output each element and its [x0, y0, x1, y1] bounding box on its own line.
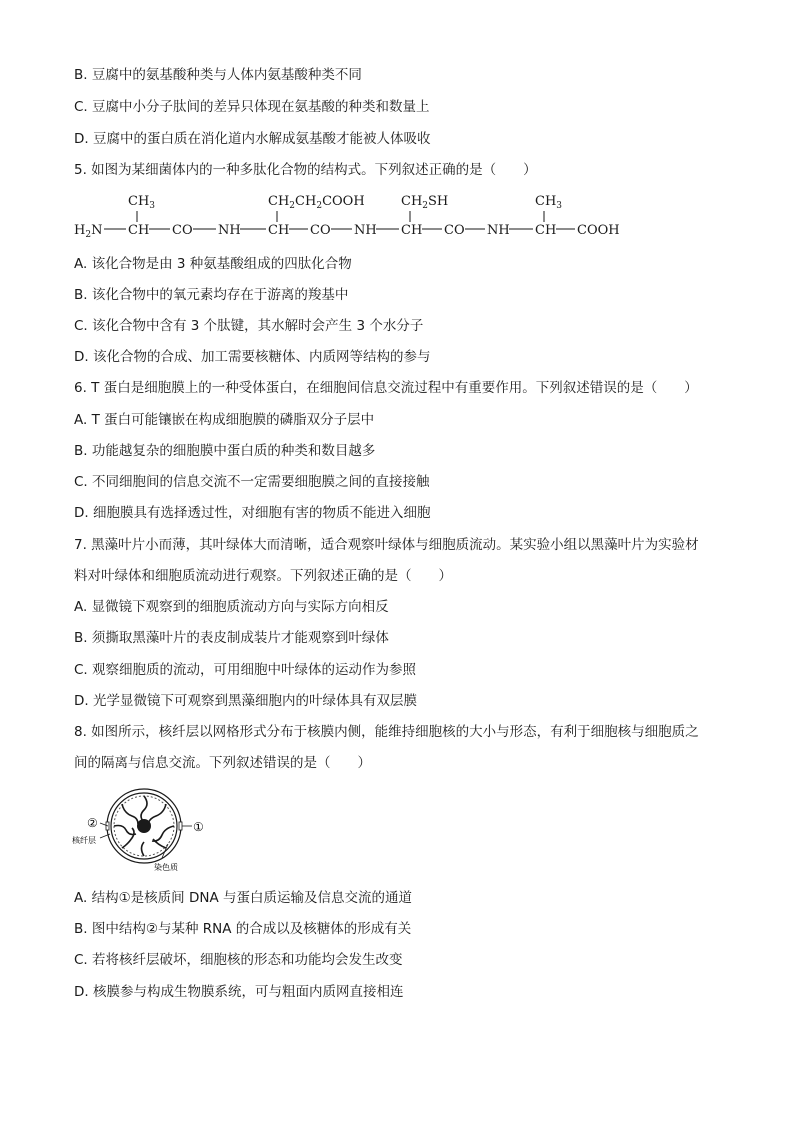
- question-5-option-a: A. 该化合物是由 3 种氨基酸组成的四肽化合物: [74, 256, 352, 272]
- question-6-option-a: A. T 蛋白可能镶嵌在构成细胞膜的磷脂双分子层中: [74, 412, 375, 428]
- question-4-option-b: B. 豆腐中的氨基酸种类与人体内氨基酸种类不同: [74, 67, 362, 83]
- side-group-2: $CH_2CH_2COOH$: [268, 194, 365, 211]
- question-7-stem-line-2: 料对叶绿体和细胞质流动进行观察。下列叙述正确的是（ ）: [74, 568, 452, 584]
- svg-text:CO: CO: [310, 223, 331, 238]
- nucleus-diagram: [70, 786, 210, 876]
- svg-text:CH: CH: [128, 223, 150, 238]
- nucleolus-shape: [137, 819, 151, 833]
- question-4-option-c: C. 豆腐中小分子肽间的差异只体现在氨基酸的种类和数量上: [74, 99, 430, 115]
- svg-text:CH: CH: [401, 223, 423, 238]
- question-7-option-c: C. 观察细胞质的流动，可用细胞中叶绿体的运动作为参照: [74, 662, 417, 678]
- label-structure-2: ②: [87, 816, 98, 830]
- question-8-option-d: D. 核膜参与构成生物膜系统，可与粗面内质网直接相连: [74, 984, 404, 1000]
- question-6-option-b: B. 功能越复杂的细胞膜中蛋白质的种类和数目越多: [74, 443, 376, 459]
- svg-text:COOH: COOH: [577, 223, 620, 238]
- question-8-option-b: B. 图中结构②与某种 RNA 的合成以及核糖体的形成有关: [74, 921, 412, 937]
- question-6-stem: 6. T 蛋白是细胞膜上的一种受体蛋白，在细胞间信息交流过程中有重要作用。下列叙述错误的是（ ）: [74, 380, 698, 396]
- question-8-option-a: A. 结构①是核质间 DNA 与蛋白质运输及信息交流的通道: [74, 890, 412, 906]
- question-6-option-d: D. 细胞膜具有选择透过性，对细胞有害的物质不能进入细胞: [74, 505, 431, 521]
- question-7-option-b: B. 须撕取黑藻叶片的表皮制成装片才能观察到叶绿体: [74, 630, 389, 646]
- question-5-stem: 5. 如图为某细菌体内的一种多肽化合物的结构式。下列叙述正确的是（ ）: [74, 162, 537, 178]
- question-7-option-a: A. 显微镜下观察到的细胞质流动方向与实际方向相反: [74, 599, 389, 615]
- svg-text:CH: CH: [268, 223, 290, 238]
- question-5-option-b: B. 该化合物中的氧元素均存在于游离的羧基中: [74, 287, 349, 303]
- side-group-4: $CH_3$: [535, 194, 563, 211]
- label-structure-1: ①: [193, 820, 204, 834]
- question-5-option-d: D. 该化合物的合成、加工需要核糖体、内质网等结构的参与: [74, 349, 431, 365]
- label-nuclear-lamina: 核纤层: [72, 836, 96, 845]
- question-7-option-d: D. 光学显微镜下可观察到黑藻细胞内的叶绿体具有双层膜: [74, 693, 417, 709]
- question-6-option-c: C. 不同细胞间的信息交流不一定需要细胞膜之间的直接接触: [74, 474, 430, 490]
- svg-text:NH: NH: [218, 223, 241, 238]
- svg-text:H2N: $H_2N$: [74, 223, 103, 238]
- side-group-1: $CH_3$: [128, 194, 156, 211]
- polypeptide-structural-formula: [74, 192, 634, 238]
- svg-text:CH: CH: [535, 223, 557, 238]
- side-group-3: $CH_2SH$: [401, 194, 449, 211]
- question-8-stem-line-2: 间的隔离与信息交流。下列叙述错误的是（ ）: [74, 755, 371, 771]
- question-5-option-c: C. 该化合物中含有 3 个肽键，其水解时会产生 3 个水分子: [74, 318, 424, 334]
- svg-text:CO: CO: [444, 223, 465, 238]
- svg-text:NH: NH: [354, 223, 377, 238]
- svg-text:CO: CO: [172, 223, 193, 238]
- question-8-stem-line-1: 8. 如图所示，核纤层以网格形式分布于核膜内侧，能维持细胞核的大小与形态，有利于细胞核与细胞质之: [74, 724, 699, 740]
- question-7-stem-line-1: 7. 黑藻叶片小而薄，其叶绿体大而清晰，适合观察叶绿体与细胞质流动。某实验小组以黑藻叶片为实验材: [74, 537, 699, 553]
- question-8-option-c: C. 若将核纤层破坏，细胞核的形态和功能均会发生改变: [74, 952, 403, 968]
- question-4-option-d: D. 豆腐中的蛋白质在消化道内水解成氨基酸才能被人体吸收: [74, 131, 431, 147]
- svg-text:NH: NH: [487, 223, 510, 238]
- label-chromatin: 染色质: [154, 863, 178, 872]
